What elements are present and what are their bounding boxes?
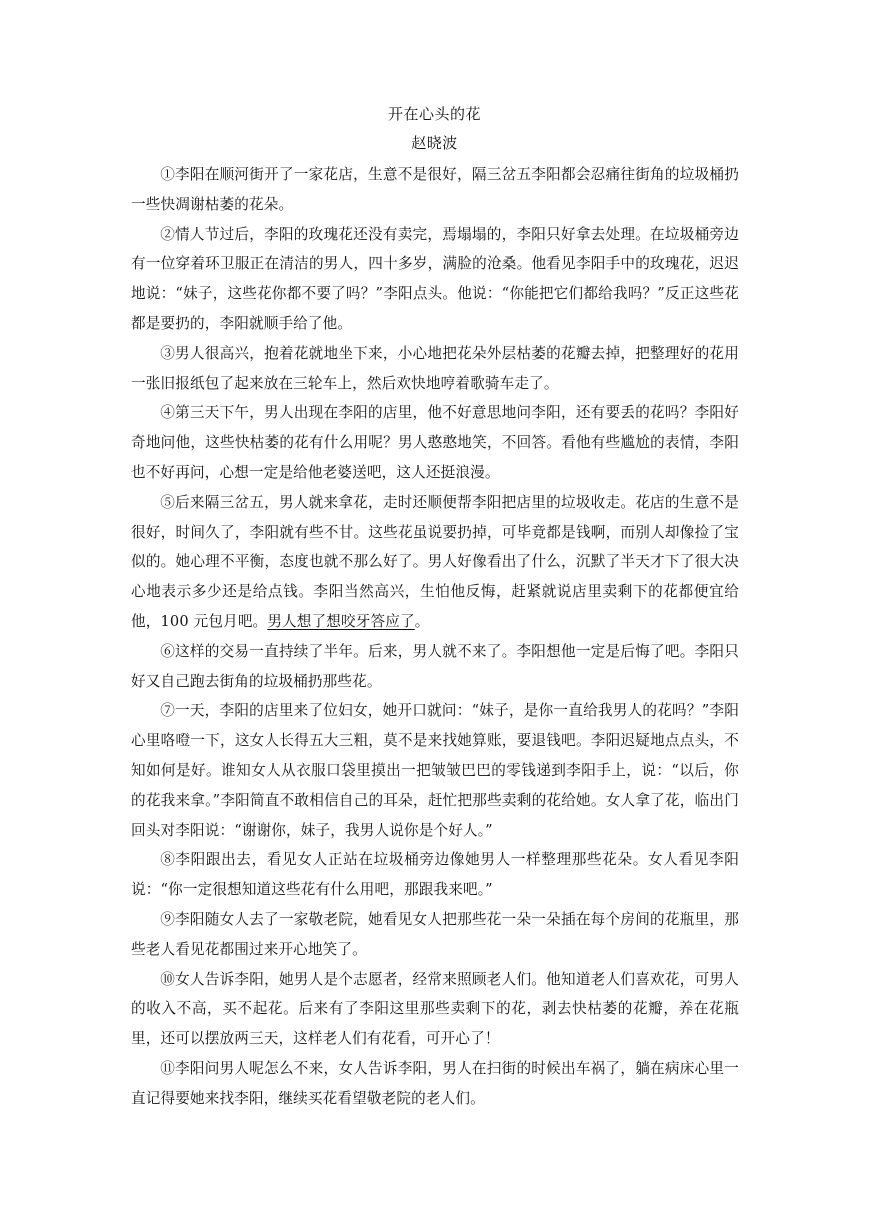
article-author: 赵晓波 xyxy=(411,134,458,152)
article-body xyxy=(131,160,739,1114)
paragraph-2: ②情人节过后，李阳的玫瑰花还没有卖完，焉塌塌的，李阳只好拿去处理。在垃圾桶旁边有一位穿着环卫服正在清洁的男人，四十多岁，满脸的沧桑。他看见李阳手中的玫瑰花，迟迟地说：“妹子，这些花你都不要了吗？”李阳点头。他说：“你能把它们都给我吗？”反正这些花都是要扔的，李阳就顺手给了他。 xyxy=(131,225,739,332)
paragraph-8: ⑧李阳跟出去，看见女人正站在垃圾桶旁边像她男人一样整理那些花朵。女人看见李阳说：“你一定很想知道这些花有什么用吧，那跟我来吧。” xyxy=(131,851,739,899)
paragraph-5-text: ⑤后来隔三岔五，男人就来拿花，走时还顺便帮李阳把店里的垃圾收走。花店的生意不是很好，时间久了，李阳就有些不甘。这些花虽说要扔掉，可毕竟都是钱啊，而别人却像捡了宝似的。她心理不平衡，态度也就不那么好了。男人好像看出了什么，沉默了半天才下了很大决心地表示多少还是给点钱。李阳当然高兴，生怕他反悔，赶紧就说店里卖剩下的花都便宜给他，100 元包月吧。 xyxy=(131,493,739,630)
underlined-sentence: 男人想了想咬牙答应了 xyxy=(267,612,415,630)
paragraph-9: ⑨李阳随女人去了一家敬老院，她看见女人把那些花一朵一朵插在每个房间的花瓶里，那些老人看见花都围过来开心地笑了。 xyxy=(131,910,739,958)
article-title: 开在心头的花 xyxy=(387,105,481,123)
paragraph-7: ⑦一天，李阳的店里来了位妇女，她开口就问：“妹子，是你一直给我男人的花吗？”李阳心里咯噔一下，这女人长得五大三粗，莫不是来找她算账，要退钱吧。李阳迟疑地点点头，不知如何是好。谁知女人从衣服口袋里摸出一把皱皱巴巴的零钱递到李阳手上，说：“以后，你的花我来拿。”李阳简直不敢相信自己的耳朵，赶忙把那些卖剩的花给她。女人拿了花，临出门回头对李阳说：“谢谢你，妹子，我男人说你是个好人。” xyxy=(131,702,739,839)
paragraph-5-tail: 。 xyxy=(414,612,430,630)
paragraph-11: ⑪李阳问男人呢怎么不来，女人告诉李阳，男人在扫街的时候出车祸了，躺在病床心里一直记得要她来找李阳，继续买花看望敬老院的老人们。 xyxy=(131,1059,739,1107)
paragraph-3: ③男人很高兴，抱着花就地坐下来，小心地把花朵外层枯萎的花瓣去掉，把整理好的花用一张旧报纸包了起来放在三轮车上，然后欢快地哼着歌骑车走了。 xyxy=(131,344,739,392)
paragraph-4: ④第三天下午，男人出现在李阳的店里，他不好意思地问李阳，还有要丢的花吗？李阳好奇地问他，这些快枯萎的花有什么用呢？男人憨憨地笑，不回答。看他有些尴尬的表情，李阳也不好再问，心想一定是给他老婆送吧，这人还挺浪漫。 xyxy=(131,404,739,481)
paragraph-6: ⑥这样的交易一直持续了半年。后来，男人就不来了。李阳想他一定是后悔了吧。李阳只好又自己跑去街角的垃圾桶扔那些花。 xyxy=(131,642,739,690)
paragraph-5 xyxy=(131,488,739,637)
paragraph-1: ①李阳在顺河街开了一家花店，生意不是很好，隔三岔五李阳都会忍痛往街角的垃圾桶扔一些快凋谢枯萎的花朵。 xyxy=(131,166,739,213)
paragraph-10: ⑩女人告诉李阳，她男人是个志愿者，经常来照顾老人们。他知道老人们喜欢花，可男人的收入不高，买不起花。后来有了李阳这里那些卖剩下的花，剥去快枯萎的花瓣，养在花瓶里，还可以摆放两三天，这样老人们有花看，可开心了！ xyxy=(131,970,739,1048)
